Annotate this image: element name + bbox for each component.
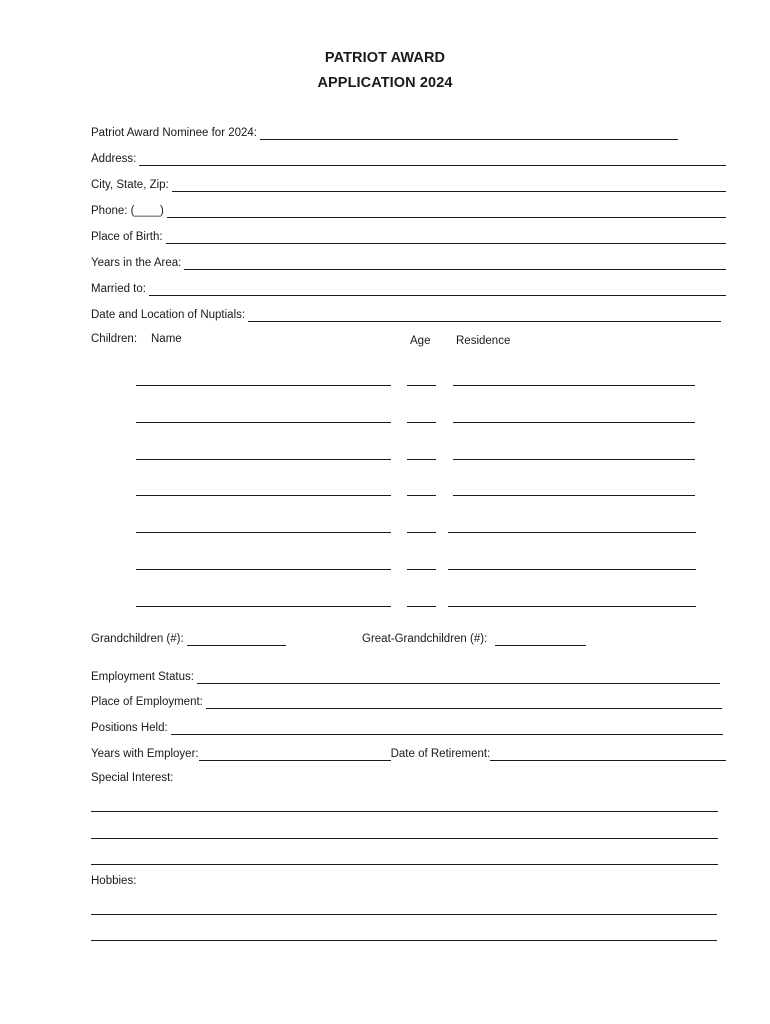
years-retirement-field	[91, 745, 726, 761]
child-age-line[interactable]	[407, 422, 436, 423]
child-residence-line[interactable]	[453, 422, 695, 423]
child-name-line[interactable]	[136, 569, 391, 570]
city-state-zip-input-line[interactable]	[172, 179, 726, 192]
children-name-header: Name	[151, 333, 182, 345]
child-residence-line[interactable]	[453, 385, 695, 386]
hobbies-label: Hobbies:	[91, 875, 137, 887]
page-title-line2: APPLICATION 2024	[317, 75, 453, 91]
place-of-birth-label: Place of Birth:	[91, 231, 163, 243]
great-grandchildren-input-line[interactable]	[495, 633, 586, 646]
special-interest-line[interactable]	[91, 864, 718, 865]
child-residence-line[interactable]	[453, 459, 695, 460]
child-age-line[interactable]	[407, 569, 436, 570]
years-in-area-label: Years in the Area:	[91, 257, 182, 269]
child-name-line[interactable]	[136, 459, 391, 460]
years-with-employer-input-line[interactable]	[199, 748, 391, 761]
date-of-retirement-label: Date of Retirement:	[390, 748, 491, 760]
child-age-line[interactable]	[407, 459, 436, 460]
special-interest-label: Special Interest:	[91, 772, 174, 784]
grandchildren-label: Grandchildren (#):	[91, 633, 184, 645]
nuptials-input-line[interactable]	[248, 309, 721, 322]
child-age-line[interactable]	[407, 495, 436, 496]
child-residence-line[interactable]	[453, 495, 695, 496]
place-of-employment-field	[91, 693, 722, 709]
great-grandchildren-field	[362, 630, 586, 646]
phone-label: Phone: (____)	[91, 205, 164, 217]
employment-status-label: Employment Status:	[91, 671, 194, 683]
married-to-field	[91, 280, 726, 296]
grandchildren-field	[91, 630, 286, 646]
address-label: Address:	[91, 153, 137, 165]
nuptials-field	[91, 306, 721, 322]
child-name-line[interactable]	[136, 385, 391, 386]
years-with-employer-label: Years with Employer:	[91, 748, 199, 760]
special-interest-line[interactable]	[91, 838, 718, 839]
special-interest-line[interactable]	[91, 811, 718, 812]
years-in-area-input-line[interactable]	[184, 257, 726, 270]
phone-input-line[interactable]	[167, 205, 726, 218]
child-name-line[interactable]	[136, 532, 391, 533]
child-name-line[interactable]	[136, 495, 391, 496]
positions-held-input-line[interactable]	[171, 722, 723, 735]
hobbies-line[interactable]	[91, 940, 717, 941]
child-name-line[interactable]	[136, 422, 391, 423]
years-in-area-field	[91, 254, 726, 270]
nuptials-label: Date and Location of Nuptials:	[91, 309, 246, 321]
employment-status-input-line[interactable]	[197, 671, 720, 684]
place-of-birth-input-line[interactable]	[166, 231, 726, 244]
children-residence-header: Residence	[456, 335, 511, 347]
address-field	[91, 150, 726, 166]
married-to-input-line[interactable]	[149, 283, 726, 296]
place-of-employment-input-line[interactable]	[206, 696, 722, 709]
hobbies-line[interactable]	[91, 914, 717, 915]
city-state-zip-label: City, State, Zip:	[91, 179, 169, 191]
employment-status-field	[91, 668, 720, 684]
place-of-employment-label: Place of Employment:	[91, 696, 203, 708]
nominee-field	[91, 124, 678, 140]
place-of-birth-field	[91, 228, 726, 244]
positions-held-label: Positions Held:	[91, 722, 168, 734]
child-age-line[interactable]	[407, 532, 436, 533]
children-label: Children:	[91, 333, 138, 345]
married-to-label: Married to:	[91, 283, 146, 295]
phone-field	[91, 202, 726, 218]
child-name-line[interactable]	[136, 606, 391, 607]
child-residence-line[interactable]	[448, 606, 696, 607]
grandchildren-input-line[interactable]	[187, 633, 286, 646]
address-input-line[interactable]	[139, 153, 726, 166]
child-residence-line[interactable]	[448, 532, 696, 533]
nominee-label: Patriot Award Nominee for 2024:	[91, 127, 257, 139]
date-of-retirement-input-line[interactable]	[490, 748, 726, 761]
child-age-line[interactable]	[407, 606, 436, 607]
nominee-input-line[interactable]	[260, 127, 678, 140]
city-state-zip-field	[91, 176, 726, 192]
positions-held-field	[91, 719, 723, 735]
child-age-line[interactable]	[407, 385, 436, 386]
page-title-line1: PATRIOT AWARD	[324, 50, 446, 66]
great-grandchildren-label: Great-Grandchildren (#):	[362, 633, 488, 645]
children-age-header: Age	[410, 335, 431, 347]
child-residence-line[interactable]	[448, 569, 696, 570]
